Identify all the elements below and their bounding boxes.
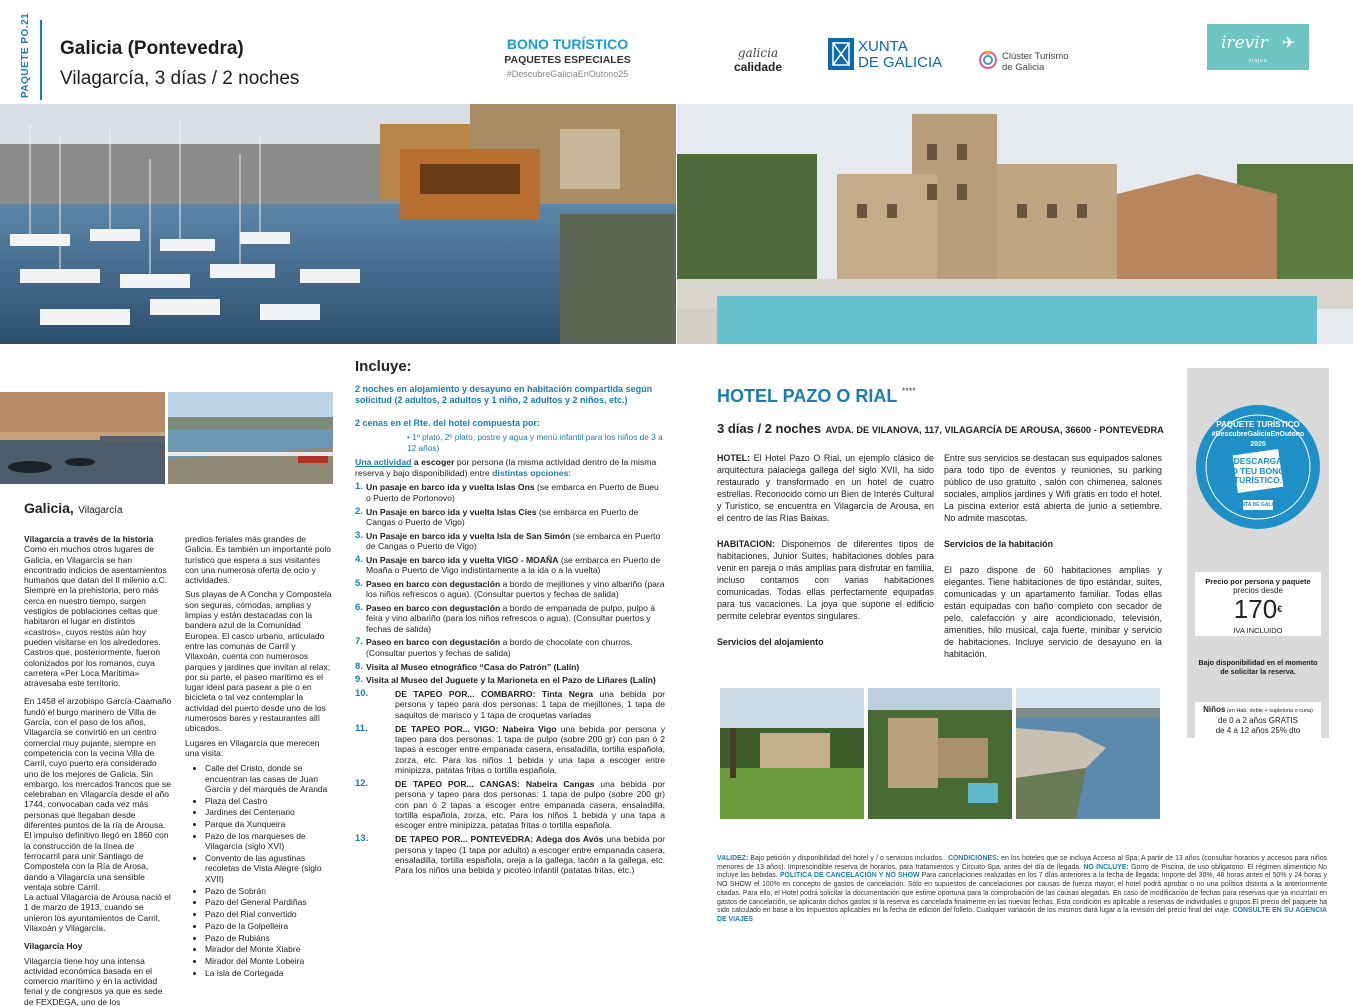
room-desc: Disponemos de diferentes tipos de habitaciones, Junior Suites, habitaciones dobles para venir en pareja o más amplias para disfrutar en familia, incluso contamos con varias habitaciones comunicadas. Todas ellas perfectamente equipadas para tus vacaciones. La joya que supone el edificio permite celebrar eventos singulares.: [717, 539, 934, 621]
validez-text: Bajo petición y disponibilidad del hotel y / o servicios incluidos .: [748, 855, 949, 862]
page-title: Galicia (Pontevedra): [60, 38, 244, 59]
activity-item: [355, 662, 665, 672]
activity-desc: a bordo de chocolate con churros. (Consultar puertos y fechas de salida): [366, 637, 633, 658]
badge-line5: O TEU BONO: [1231, 465, 1285, 476]
activity-item: [355, 834, 665, 876]
marina-photo: [0, 104, 676, 344]
galicia-calidade-logo: [718, 46, 798, 74]
place-item: • Pazo del General Pardiñas: [205, 897, 332, 907]
activity-choose: a escoger: [411, 457, 457, 468]
activity-item: [355, 555, 665, 576]
includes-accommodation: 2 noches en alojamiento y desayuno en habitación compartida según solicitud (2 adultos, 2 adultos y 1 niño, 2 adultos y 2 niños, etc.): [355, 384, 653, 406]
activity-desc: a bordo de empanada de pulpo, pulpo á feira y vino albariño (para los niños refrescos o agua). (Consultar puertos y fechas de salida): [366, 602, 656, 634]
includes-dinners: 2 cenas en el Rte. del hotel compuesta por:: [355, 418, 541, 429]
activity-desc: (se embarca en Puerto de Cangas o Puerto de Vigo): [366, 506, 639, 527]
logo-calidade-text: calidade: [733, 60, 783, 74]
cond-text: en los hoteles que se incluya Acceso al Spa: A partir de 13 años (consultar horarios y accesos para niños menores de 13 años). Imprescindible reserva de horarios, para tratamientos y Circuito Spa, antes del día de llegada.: [717, 855, 1327, 871]
hotel-title: [717, 386, 916, 407]
activity-item: [355, 579, 665, 600]
price-amount: 170: [1233, 594, 1278, 624]
cluster-logo-text: [1002, 51, 1069, 73]
activity-number: 11.: [355, 722, 368, 734]
hotel-label: HOTEL:: [717, 453, 751, 463]
activity-desc: una bebida por persona y tapeo para dos personas: 1 tapa de pulpo (sobre 200 gr) con pan ó 2 tapas a escoger entre empanada casera, ensaladilla, tortilla española, zorza, etc. Para los niños 1 bebida y una tapa a escoger entre minipizza, patatas fritas o tortilla española.: [395, 723, 666, 776]
activity-number: 4.: [355, 553, 363, 565]
history-p2: En 1458 el arzobispo García-Caamaño fundó el burgo marinero de Villa de García, con el paso de los años, Vilagarcía se convirtió en un centro comercial muy pujante, siempre en competencia con la vecina Villa de Carril, cuyo puerto era considerado uno de los mejores de Galicia. Sin embargo, los mercados francos que se celebraban en Vilagarcía desde el año 1744, convocaban cada vez más personas que llegaban desde diferentes puntos de la ría de Arousa. El impulso definitivo llegó en 1860 con la construcción de la línea de ferrocarril para unir Santiago de Compostela con la Ría de Arosa, dando a Vilagarcía una sensible ventaja sobre Carril.: [24, 696, 172, 892]
irevir-text: irevir: [1221, 33, 1268, 53]
activity-item: [355, 724, 665, 776]
tourist-package-badge: [1191, 400, 1325, 534]
place-item: • Plaza del Castro: [205, 796, 332, 806]
badge-line1: PAQUETE TURÍSTICO: [1216, 420, 1300, 429]
hotel-pazo-photo: [677, 104, 1353, 344]
activity-title: DE TAPEO POR... VIGO: Nabeira Vigo: [395, 723, 557, 734]
validez-label: VALIDEZ:: [717, 855, 749, 862]
dinners-detail-text: 1º plato, 2º plato, postre y agua y menú infantil para los niños de 3 a 12 años): [407, 431, 663, 453]
activity-title: Paseo en barco con degustación: [366, 578, 501, 589]
price-currency: €: [1277, 604, 1283, 614]
package-code: PAQUETE PO.21: [20, 12, 31, 98]
hotel-desc: El Hotel Pazo O Rial, un ejemplo clásico de arquitectura palaciega gallega del siglo XVII, ha sido restaurado y transformado en un hotel de cuatro estrellas. Reconocido como un Bien de Interés Cultural y Turístico, se encuentra en Vilagarcía de Arousa, en el centro de las Rías Baixas.: [717, 453, 934, 523]
activity-label: Una actividad: [355, 457, 412, 468]
activity-number: 5.: [355, 577, 363, 589]
place-item: • La isla de Cortegada: [205, 968, 332, 978]
place-item: • Pazo de Sobrán: [205, 886, 332, 896]
activity-number: 13.: [355, 833, 369, 845]
place-item: • Pazo de los marqueses de Vilagarcía (siglo XVI): [205, 831, 332, 852]
place-item: • Jardines del Centenario: [205, 807, 332, 817]
activity-number: 1.: [355, 481, 363, 493]
noinc-text: Gorro de Piscina, de uso obligatorio. El régimen alimenticio No incluye las bebidas.: [717, 863, 1327, 880]
activity-desc: (se embarca en Puerto de Bueu o Puerto de Portonovo): [366, 482, 659, 503]
activity-number: 6.: [355, 601, 363, 613]
package-code-tab: [18, 12, 42, 100]
activity-item: [355, 531, 665, 552]
hotel-garden-photo: [720, 688, 864, 819]
beaches-p: Sus playas de A Concha y Compostela son seguras, cómodas, amplias y limpias y están destacadas con la bandera azul de la Comunidad Europea. El casco urbano, articulado entre las comunas de Carril y Vilaxoán, cuenta con numerosos parques y jardines que invitan al relax; por su parte, el paseo marítimo es el lugar ideal para pasear a pie o en bicicleta o tal vez contemplar la actividad del puerto desde uno de los numerosos bares y restaurantes allí ubicados.: [185, 589, 332, 734]
plane-icon: ✈: [1282, 35, 1296, 52]
galicia-heading-text: Galicia,: [24, 500, 74, 516]
policy-label: POLITICA DE CANCELACIÓN Y NO SHOW: [779, 872, 920, 880]
irevir-sub: viajes: [1248, 58, 1268, 64]
activity-desc: a bordo de mejillones y vino albariño (para los niños refrescos o agua). (Consultar puertos y fechas de salida): [366, 578, 665, 600]
badge-line7: XUNTA DE GALICIA: [1234, 502, 1282, 508]
kids-discount: de 4 a 12 años 25% dto: [1215, 726, 1301, 735]
activity-item: [355, 507, 665, 528]
price-iva: IVA INCLUIDO: [1195, 626, 1321, 635]
conditions-text: [717, 855, 1327, 925]
activity-number: 8.: [355, 660, 363, 672]
activity-item: [355, 779, 665, 831]
activity-title: Un Pasaje en barco ida y vuelta Islas Cíes: [366, 506, 537, 517]
galicia-column-1: [24, 534, 172, 1007]
kids-note: (en Hab. doble + supletoria o cuna): [1225, 708, 1313, 714]
consult-agency: CONSULTE EN SU AGENCIA DE VIAJES: [717, 907, 1327, 923]
price-label: Precio por persona y paquete: [1205, 577, 1311, 586]
activity-title: Visita al Museo etnográfico “Casa do Patrón” (Lalín): [366, 661, 580, 672]
hotel-name: HOTEL PAZO O RIAL: [717, 386, 898, 406]
cluster-turismo-icon: [978, 50, 998, 70]
xunta-logo-text: [858, 39, 942, 71]
activity-intro: [355, 457, 665, 479]
activity-item: [355, 603, 665, 634]
activity-colon: :: [568, 468, 571, 479]
places-list: [185, 763, 332, 978]
hotel-services-desc: Entre sus servicios se destacan sus equipados salones para todo tipo de eventos y reuniones, su parking público de uso gratuito , salón con chimenea, salones sociales, amplios jardines y Wifi gratis en todo el hotel. La piscina exterior está abierta de junio a setiembre. No admite mascotas.: [944, 453, 1162, 523]
place-item: • Pazo de Rubiáns: [205, 933, 332, 943]
place-item: • Mirador del Monte Lobeira: [205, 956, 332, 966]
hotel-address: AVDA. DE VILANOVA, 117, VILAGARCÍA DE AROUSA, 36600 - PONTEVEDRA: [825, 425, 1164, 435]
history-p3: La actual Vilagarcía de Arousa nació el 1 de marzo de 1913, cuando se unieron los ayuntamientos de Carril, Vilaxoán y Vilagarcía.: [24, 892, 171, 933]
dinners-detail: • 1º plato, 2º plato, postre y agua y menú infantil para los niños de 3 a 12 años): [407, 431, 663, 453]
badge-line6: TURÍSTICO.: [1233, 475, 1283, 485]
promenade-photo: [168, 392, 333, 484]
coast-aerial-photo: [1016, 688, 1160, 819]
place-item: • Calle del Cristo, donde se encuentran las casas de Juan García y del marqués de Aranda: [205, 763, 332, 794]
activity-text: por persona (la misma actividad dentro de la misma reserva y bajo disponibilidad) entre: [355, 457, 657, 479]
activity-desc: (se embarca en Puerto de Cangas o Puerto de Vigo): [366, 530, 661, 552]
bono-hashtag: #DescubreGaliciaEnOutono25: [506, 69, 629, 79]
kids-label: Niños: [1203, 705, 1226, 714]
activity-number: 9.: [355, 674, 363, 686]
today-p2: predios feriales más grandes de Galicia. Es también un importante polo turístico que espera a sus visitantes con una numerosa oferta de ocio y actividades.: [185, 534, 331, 586]
kids-free: de 0 a 2 años GRATIS: [1218, 716, 1298, 725]
place-item: • Mirador del Monte Xiabre: [205, 944, 332, 954]
price-value: [1195, 596, 1321, 622]
activity-options: distintas opciones: [492, 468, 569, 479]
place-item: • Pazo del Rial convertido: [205, 909, 332, 919]
history-heading: Vilagarcía a través de la historia: [24, 534, 154, 544]
today-heading: Vilagarcía Hoy: [24, 941, 83, 952]
activity-item: [355, 637, 665, 658]
hotel-col-1: [717, 452, 934, 648]
bono-title: BONO TURÍSTICO: [506, 36, 629, 52]
activity-item: [355, 675, 665, 685]
activity-desc: una bebida por persona y tapeo (1 tapa por adulto) a escoger entre empanada casera, ensaladilla, tortilla española, oreja a la gallega, lacón a la gallega, etc. Para los niños una bebida y picoteo infantil (patatas fritas, etc.): [395, 834, 665, 876]
badge-line2: #DescubreGaliciaEnOutono: [1211, 431, 1305, 438]
price-from: precios desde: [1233, 586, 1283, 595]
page-subtitle: Vilagarcía, 3 días / 2 noches: [60, 68, 300, 89]
hotel-aerial-photo: [868, 688, 1012, 819]
kids-panel: [1195, 702, 1321, 738]
galicia-column-2: [185, 534, 332, 980]
activity-title: Un pasaje en barco ida y vuelta Islas Ons: [366, 482, 535, 493]
price-box: [1187, 368, 1329, 738]
activity-title: DE TAPEO POR... PONTEVEDRA: Adega dos Avós: [395, 834, 604, 845]
activity-desc: (se embarca en Puerto de Moaña o Puerto de Vigo indistintamente a la ida o a la vuelta): [366, 554, 661, 576]
xunta-text: XUNTA: [858, 38, 908, 55]
activity-title: Un Pasaje en barco ida y vuelta Isla de San Simón: [366, 530, 571, 541]
activity-title: DE TAPEO POR... CANGAS: Nabeira Cangas: [395, 778, 595, 789]
activity-number: 7.: [355, 636, 363, 648]
de-galicia-text: DE GALICIA: [858, 54, 943, 71]
badge-line4: DESCARGA: [1233, 456, 1283, 466]
activity-number: 12.: [355, 777, 369, 789]
activity-title: DE TAPEO POR... COMBARRO: Tinta Negra: [395, 689, 594, 699]
sunset-photo: [0, 392, 165, 484]
hotel-days: 3 días / 2 noches: [717, 421, 822, 436]
policy-text: Para cancelaciones realizadas en los 7 días anteriores a la fecha de llegada: Importe del 30%, 48 horas antes el 50% y 24 horas y NO SHOW el 100% en concepto de gastos de cancelación. Sólo en supuestos de cancelaciones por causas de fuerza mayor, el hotel podrá aprobar o no una política distinta a la anteriormente citadas. Para ello, el Hotel podrá solicitar la documentación que estime oportuna para la comprobación de las causas alegadas. En caso de modificación de fechas para reservas que ya incurrían en gastos de cancelación, se aplicarán dichos gastos si la reserva es cancelada finalmente en las nuevas fechas. Esta condición es aplicable a reservas de individuales o grupos.El precio del paquete ha sido calculado en base a los impuestos aplicables en la fecha de edición del folleto. Cualquier variación de los mismos dará lugar a la revisión del precio final del viaje.: [717, 872, 1327, 915]
hotel-sub: [717, 420, 1164, 438]
hotel-stars: ****: [901, 386, 916, 396]
includes-heading: Incluye:: [355, 358, 412, 375]
noinc-label: NO INCLUYE:: [1083, 863, 1129, 871]
availability-note: Bajo disponibilidad en el momento de solicitar la reserva.: [1198, 658, 1318, 676]
cluster-line1: Clúster Turismo: [1002, 51, 1069, 62]
activity-item: [355, 482, 665, 503]
places-heading: Lugares en Vilagarcía que merecen una visita:: [185, 737, 320, 758]
logo-galicia-text: galicia: [737, 46, 779, 60]
irevir-logo: [1207, 24, 1309, 70]
cond-label: CONDICIONES:: [948, 855, 999, 862]
place-item: • Pazo de la Golpelleira: [205, 921, 332, 931]
room-services-heading: Servicios de la habitación: [944, 539, 1054, 549]
today-p1: Vilagarcía tiene hoy una intensa actividad económica basada en el comercio marítimo y en la actividad ferial y de congresos ya que es sede de FEXDEGA, uno de los: [24, 955, 163, 1007]
activity-number: 10.: [355, 688, 369, 699]
galicia-heading-small: Vilagarcía: [78, 505, 123, 516]
room-label: HABITACION:: [717, 539, 776, 549]
activity-title: Un Pasaje en barco ida y vuelta VIGO - MOAÑA: [366, 554, 559, 565]
activity-number: 2.: [355, 505, 363, 517]
room-services-desc: El pazo dispone de 60 habitaciones amplias y elegantes. Tiene habitaciones de tipo estándar, suites, comunicadas y un apartamento familiar. Todas ellas están equipadas con baño completo con secador de pelo, calefacción y aire acondicionado, televisión, amenities, hilo musical, caja fuerte, minibar y servicio de habitaciones. Incluye servicio de desayuno en la habitación.: [944, 565, 1162, 659]
hotel-col-2: [944, 452, 1162, 660]
activity-desc: una bebida por persona y tapeo para dos personas: 1 tapa de pulpo (sobre 200 gr) con pan ó 2 tapas a escoger entre empanada casera, ensaladilla, tortilla española, zorza, etc. Para los niños 1 bebida y una tapa a escoger entre minipizza, patatas fritas o tortilla española.: [395, 778, 665, 831]
place-item: • Convento de las agustinas recoletas de Vista Alegre (siglo XVII): [205, 853, 332, 884]
activity-item: [355, 689, 665, 720]
activity-number: 3.: [355, 529, 363, 541]
xunta-shield-icon: [828, 38, 854, 70]
activity-title: Paseo en barco con degustación: [366, 637, 501, 648]
activity-desc: una bebida por persona y tapeo para dos personas: 1 tapa de mejillones, 1 tapa de saquitos de marisco y 1 tapa de croquetas variadas: [395, 689, 666, 720]
bono-subtitle: PAQUETES ESPECIALES: [504, 54, 631, 66]
bono-header: [495, 36, 640, 79]
activity-title: Visita al Museo del Juguete y la Marioneta en el Pazo de Liñares (Lalín): [366, 675, 656, 686]
cluster-line2: de Galicia: [1002, 62, 1045, 73]
place-item: • Parque da Xunqueira: [205, 819, 332, 829]
activity-list: [355, 482, 665, 875]
hotel-services-heading: Servicios del alojamiento: [717, 637, 824, 647]
activity-title: Paseo en barco con degustación: [366, 602, 501, 613]
galicia-heading: [24, 500, 123, 518]
badge-line3: 2025: [1250, 441, 1266, 448]
includes-body: [355, 384, 665, 879]
badge-center: [1191, 457, 1325, 486]
history-p1: Como en muchos otros lugares de Galicia, en Vilagarcía se han encontrado indicios de asentamientos humanos que datan del II milenio a.C. Siempre en la prehistoria, pero más cerca en nuestro tiempo, surgen vestigios de poblaciones celtas que habitaron el lugar en distintos «castros», cuyos restos aún hoy pueden visitarse en los alrededores. Castros que, posteriormente, fueron colonizados por los romanos, cuya carretera «Per Loca Marítima» atravesaba este territorio.: [24, 544, 168, 689]
